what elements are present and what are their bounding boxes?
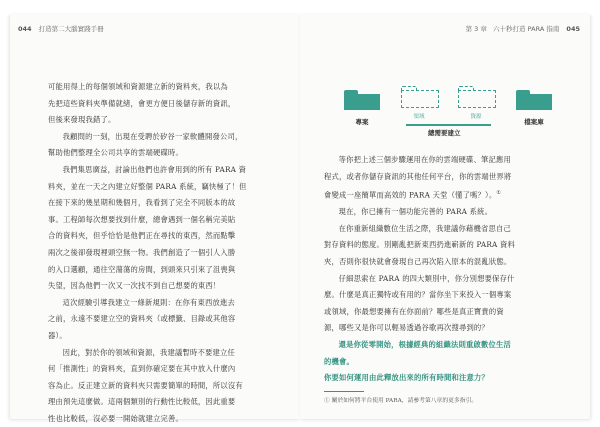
- folder-icon: [344, 94, 380, 110]
- paragraph: 等你把上述三個步驟運用在你的雲端硬碟、筆記應用 程式，或者你儲存資訊的其他任何平台，你的雲端世界將 會變成一座簡單而高效的 PARA 天堂（懂了嗎？）。①: [324, 155, 512, 200]
- paragraph: 在你重新組織數位生活之際，我建議你藉機省思自己 對存資料的態度。別剛亂把新東西扔進嶄新的 PARA 資料 夾，否則你很快就會發現自己再次陷入原本的混亂狀態。: [324, 223, 516, 266]
- footnote-marker: ①: [324, 398, 330, 404]
- left-body-text: [48, 79, 270, 427]
- left-page: [10, 14, 300, 423]
- label-resources: 資源: [470, 114, 482, 120]
- folder-icon: [516, 94, 552, 110]
- paragraph: 現在，你已擁有一個功能完善的 PARA 系統。: [338, 207, 493, 217]
- paragraph: 因此，對於你的領域和資源，我建議暫時不要建立任 何「推測性」的資料夾，直到你確定要在其中放入什麼內 容為止。反正建立新的資料夾只需要簡單的時間，所以沒有 理由預先這麼做。這兩個類別的行動性比較低，因此重要 性也比較低，沒必要一開始就建立完善。: [48, 347, 243, 423]
- label-projects: 專案: [355, 118, 369, 126]
- right-page: [300, 14, 590, 419]
- chapter-number: 第 3 章: [465, 25, 487, 33]
- paragraph: 仔細思索在 PARA 的四大類別中，你分別想要保存什 麼。什麼是真正獨特或有用的？當你坐下來投入一個專案 或領域，你最想要擁有在你面前？哪些是真正寶貴的資 源，哪些又是你可以輕易透過谷歌再次搜尋到的？: [324, 273, 515, 333]
- left-running-head: [18, 24, 104, 33]
- book-title: 打造第二大腦實踐手冊: [38, 25, 104, 33]
- footnote-ref: ①: [496, 190, 502, 197]
- chapter-title: 六十秒打造 PARA 指南: [493, 25, 560, 33]
- paragraph: 這次經驗引導我建立一條新規則：在你有東西放進去 之前，永遠不要建立空的資料夾（或標籤、目錄或其他容 器）。: [48, 297, 236, 340]
- paragraph: 我顧問的一刻，出現在受聘於矽谷一家軟體開發公司， 幫助他們整理全公司共享的雲端硬碟時。: [48, 131, 243, 158]
- left-page-number: 044: [18, 25, 32, 33]
- right-body-text: [324, 152, 571, 387]
- highlight-callout: 還是你從零開始，根據經典的組織法則重啟數位生活 的機會。 你要如何運用由此釋放出來的所有時間和注意力？: [324, 339, 512, 383]
- footnote-text: 關於如何將平台使用 PARA，請參考第八章的更多指引。: [331, 398, 478, 404]
- folder-icon: [458, 90, 496, 108]
- footnote-rule: [324, 391, 364, 392]
- paragraph: 可能用得上的每個領域和資源建立新的資料夾，我以為 先把這些資料夾準備就緒，會更方便日後儲存新的資訊， 但後來發現我錯了。: [48, 82, 236, 125]
- right-running-head: [466, 24, 580, 33]
- paragraph: 我們集思廣益，討論出他們也許會用到的所有 PARA 資 料夾，並在一天之內建立好整個 PARA 系統，竊快極了！但 在接下來的幾星期和幾個月，我看到了完全不同版本的故 事。工程師每次想要找到什麼，總會遇到一個名稱完美貼 合的資料夾，但乎恰恰是他們正在尋找的東西，然而點擊 兩次之後卻發現裡頭空無一物。我們創造了一個引人入勝 的入口選顧，通往空蕩蕩的房間，到頭來只引來了沮喪與 失望，因為他們一次又一次找不到自己想要的東西！: [48, 164, 247, 291]
- para-folder-diagram: [328, 74, 558, 137]
- right-page-number: 045: [566, 25, 580, 33]
- folder-icon: [401, 90, 439, 108]
- footnote: [324, 395, 574, 404]
- diagram-rule: [406, 124, 491, 126]
- diagram-caption: 總需要建立: [428, 129, 461, 137]
- label-areas: 領域: [413, 114, 425, 120]
- label-archives: 檔案庫: [524, 118, 544, 126]
